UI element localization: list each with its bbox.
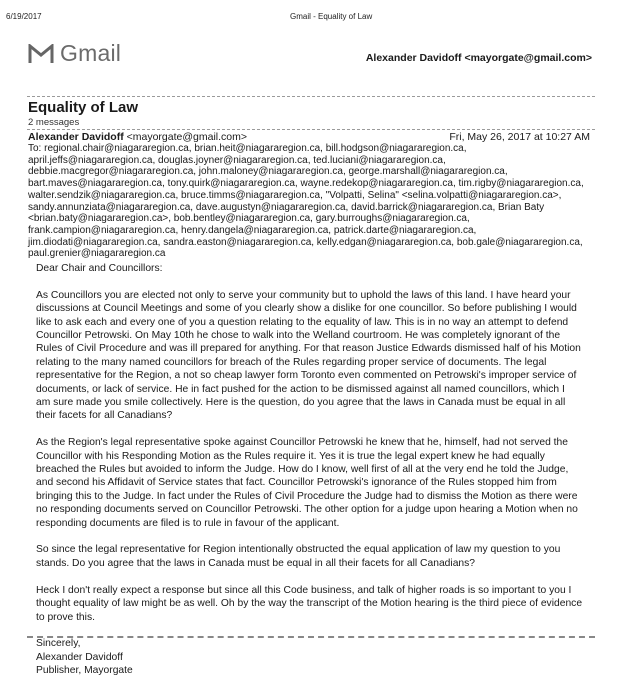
body-line: Rules of Civil Procedure and was ill prepared for anything. For that reason Justice Edwards dismissed half of his Motion xyxy=(36,343,581,355)
recipient-line: bart.maves@niagararegion.ca, tony.quirk@niagararegion.ca, wayne.redekop@niagararegion.ca, tim.rigby@niagararegion.ca, xyxy=(28,178,584,190)
body-line: Councillor with his Responding Motion as the Rules require it. Yes it is true the legal expert knew he had equally xyxy=(36,450,545,462)
body-paragraph xyxy=(36,543,582,570)
body-line: Dear Chair and Councillors: xyxy=(36,263,163,274)
body-line: no responding documents served on Councillor Petrowski. The other option for a judge upon hearing a Motion when no xyxy=(36,504,578,516)
body-line: Heck I don't really expect a response but since all this Code business, and talk of higher roads is so important to you I xyxy=(36,584,572,596)
gmail-m-icon xyxy=(28,44,54,64)
body-paragraph xyxy=(36,289,582,423)
recipient-line: walter.sendzik@niagararegion.ca, bruce.timms@niagararegion.ca, "Volpatti, Selina" <selina.volpatti@niagararegion.ca>, xyxy=(28,189,562,201)
print-date: 6/19/2017 xyxy=(6,12,42,21)
sender-email: <mayorgate@gmail.com> xyxy=(126,131,248,143)
gmail-logo[interactable] xyxy=(28,40,121,67)
body-line: and second his Affidavit of Service states that fact. Councillor Petrowski's ignorance of the Rules stopped him from xyxy=(36,477,557,489)
body-paragraph xyxy=(36,436,582,530)
recipient-line: debbie.macgregor@niagararegion.ca, john.maloney@niagararegion.ca, george.marshall@niagararegion.ca, xyxy=(28,166,508,178)
sender xyxy=(28,131,247,143)
print-title: Gmail - Equality of Law xyxy=(290,12,373,21)
body-line: thought equality of law might be as well. Oh by the way the transcript of the Motion hearing is the third piece of evidence xyxy=(36,598,583,610)
message-date: Fri, May 26, 2017 at 10:27 AM xyxy=(449,131,590,143)
recipients xyxy=(28,143,584,260)
body-line: relating to the many named councillors for breach of the Rules regarding proper service of documents. The legal xyxy=(36,356,547,368)
signature xyxy=(36,637,582,677)
body-line: am sure made you smile collectively. Here is the question, do you agree that the laws in Canada must be equal in all xyxy=(36,397,566,409)
body-line: like to ask each and every one of you a question relating to the equality of law. This is in no way an attempt to defend xyxy=(36,316,569,328)
body-line: stands. Do you agree that the laws in Canada must be equal in all their facets for all Canadians? xyxy=(36,557,476,569)
body-line: representative for the Region, a not so cheap lawyer form Toronto even commented on Petrowski's improper service of xyxy=(36,370,577,382)
recipient-line: sandy.annunziata@niagararegion.ca, dave.augustyn@niagararegion.ca, david.barrick@niagararegion.ca, Brian Baty xyxy=(28,201,545,213)
message-body xyxy=(36,262,582,691)
recipient-line: frank.campion@niagararegion.ca, henry.dangela@niagararegion.ca, patrick.darte@niagararegion.ca, xyxy=(28,224,477,236)
recipient-line: april.jeffs@niagararegion.ca, douglas.joyner@niagararegion.ca, ted.luciani@niagararegion.ca, xyxy=(28,154,446,166)
recipient-line: paul.grenier@niagararegion.ca xyxy=(28,248,166,260)
body-line: bringing this to the Judge. In fact under the Rules of Civil Procedure the Judge had to dismiss the Motion as there were xyxy=(36,490,578,502)
divider xyxy=(27,96,595,97)
body-line: As the Region's legal representative spoke against Councillor Petrowski he knew that he, himself, had not served the xyxy=(36,437,568,449)
body-line: documents, or lack of service. He in fact pushed for the action to be dismissed against all named councillors, which I xyxy=(36,383,565,395)
recipient-line: To: regional.chair@niagararegion.ca, brian.heit@niagararegion.ca, bill.hodgson@niagararegion.ca, xyxy=(28,143,467,154)
account-identity: Alexander Davidoff <mayorgate@gmail.com> xyxy=(365,52,592,64)
gmail-wordmark: Gmail xyxy=(60,40,122,66)
body-paragraph xyxy=(36,584,582,624)
body-line: As Councillors you are elected not only to serve your community but to uphold the laws of this land. I have heard your xyxy=(36,289,571,301)
body-line: their facets for all Canadians? xyxy=(36,410,173,422)
body-line: Alexander Davidoff xyxy=(36,651,123,663)
divider xyxy=(27,129,595,130)
body-line: discussions at Council Meetings and some of you clearly show a dislike for one councillor. So before publishing I would xyxy=(36,303,577,315)
body-line: responding documents are filed is to rule in favour of the applicant. xyxy=(36,517,340,529)
body-line: So since the legal representative for Region intentionally obstructed the equal application of law my question to you xyxy=(36,544,561,556)
recipient-line: jim.diodati@niagararegion.ca, sandra.easton@niagararegion.ca, kelly.edgan@niagararegion.ca, bob.gale@niagararegion.ca, xyxy=(28,236,583,248)
body-line: Sincerely, xyxy=(36,638,81,650)
thread-subject: Equality of Law xyxy=(28,99,139,116)
recipient-line: <brian.baty@niagararegion.ca>, bob.bentley@niagararegion.ca, gary.burroughs@niagararegion.ca, xyxy=(28,213,470,225)
salutation xyxy=(36,262,582,275)
body-line: to prove this. xyxy=(36,611,95,623)
body-line: Councillor Petrowski. On May 10th he chose to walk into the Welland courtroom. He was completely ignorant of the xyxy=(36,330,561,342)
message-count: 2 messages xyxy=(28,117,80,128)
divider xyxy=(27,636,595,638)
sender-name: Alexander Davidoff xyxy=(28,131,124,143)
body-line: breached the Rules but avoided to inform the Judge. How do I know, well first of all at the very end he told the Judge, xyxy=(36,464,569,476)
body-line: Publisher, Mayorgate xyxy=(36,665,133,677)
